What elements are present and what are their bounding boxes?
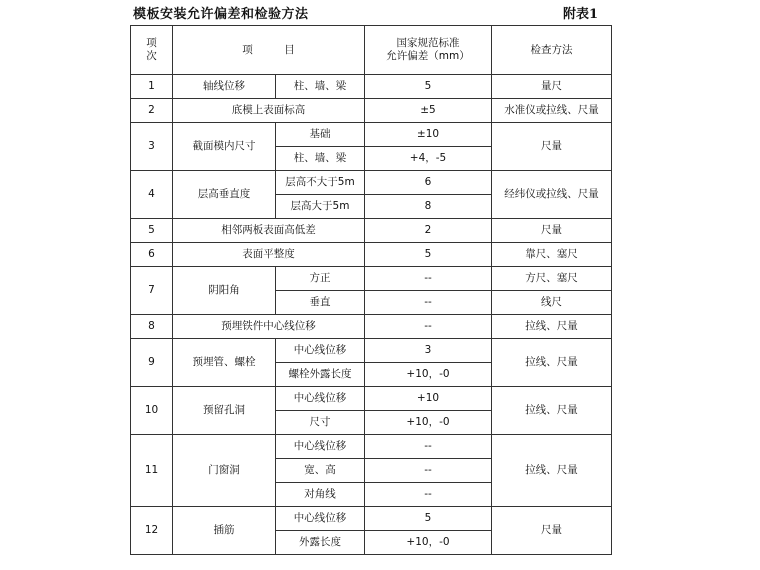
row-subitem: 中心线位移 (276, 339, 365, 363)
row-item: 门窗洞 (173, 435, 276, 507)
row-no: 7 (131, 267, 173, 315)
row-tolerance: +10 (365, 387, 492, 411)
row-subitem: 中心线位移 (276, 435, 365, 459)
row-item: 表面平整度 (173, 243, 365, 267)
header-row (131, 26, 612, 75)
row-subitem: 螺栓外露长度 (276, 363, 365, 387)
table-row (131, 315, 612, 339)
table-row (131, 243, 612, 267)
table-row (131, 123, 612, 147)
row-method: 线尺 (492, 291, 612, 315)
row-method: 拉线、尺量 (492, 435, 612, 507)
row-method: 拉线、尺量 (492, 339, 612, 387)
table-row (131, 387, 612, 411)
header-item: 项 目 (173, 26, 365, 75)
row-subitem: 层高大于5m (276, 195, 365, 219)
row-item: 预埋铁件中心线位移 (173, 315, 365, 339)
row-item: 阴阳角 (173, 267, 276, 315)
row-method: 量尺 (492, 75, 612, 99)
table-row (131, 435, 612, 459)
row-no: 10 (131, 387, 173, 435)
row-tolerance: 8 (365, 195, 492, 219)
appendix-label: 附表1 (563, 7, 599, 22)
row-tolerance: -- (365, 435, 492, 459)
row-method: 拉线、尺量 (492, 387, 612, 435)
row-no: 12 (131, 507, 173, 555)
row-method: 经纬仪或拉线、尺量 (492, 171, 612, 219)
row-item: 截面模内尺寸 (173, 123, 276, 171)
row-tolerance: 5 (365, 507, 492, 531)
row-subitem: 中心线位移 (276, 507, 365, 531)
table-row (131, 171, 612, 195)
row-no: 8 (131, 315, 173, 339)
row-subitem: 方正 (276, 267, 365, 291)
row-tolerance: -- (365, 483, 492, 507)
row-item: 预留孔洞 (173, 387, 276, 435)
document-title: 模板安装允许偏差和检验方法 (133, 7, 309, 22)
row-method: 靠尺、塞尺 (492, 243, 612, 267)
row-tolerance: ±5 (365, 99, 492, 123)
row-tolerance: -- (365, 459, 492, 483)
row-no: 9 (131, 339, 173, 387)
header-tolerance: 国家规范标准 允许偏差（mm） (365, 26, 492, 75)
row-method: 尺量 (492, 507, 612, 555)
header-no: 项 次 (131, 26, 173, 75)
row-no: 2 (131, 99, 173, 123)
row-method: 方尺、塞尺 (492, 267, 612, 291)
tolerance-table (130, 25, 612, 555)
row-tolerance: 5 (365, 243, 492, 267)
row-subitem: 基础 (276, 123, 365, 147)
row-subitem: 柱、墙、梁 (276, 147, 365, 171)
row-subitem: 对角线 (276, 483, 365, 507)
row-item: 轴线位移 (173, 75, 276, 99)
row-subitem: 宽、高 (276, 459, 365, 483)
row-no: 5 (131, 219, 173, 243)
row-tolerance: 6 (365, 171, 492, 195)
row-tolerance: 2 (365, 219, 492, 243)
table-row (131, 267, 612, 291)
row-subitem: 中心线位移 (276, 387, 365, 411)
row-tolerance: ±10 (365, 123, 492, 147)
row-tolerance: 3 (365, 339, 492, 363)
table-row (131, 99, 612, 123)
row-tolerance: +10，-0 (365, 363, 492, 387)
row-no: 4 (131, 171, 173, 219)
row-subitem: 垂直 (276, 291, 365, 315)
row-no: 1 (131, 75, 173, 99)
row-tolerance: +10，-0 (365, 411, 492, 435)
row-method: 拉线、尺量 (492, 315, 612, 339)
table-row (131, 75, 612, 99)
row-item: 相邻两板表面高低差 (173, 219, 365, 243)
row-tolerance: -- (365, 291, 492, 315)
row-no: 3 (131, 123, 173, 171)
row-item: 预埋管、螺栓 (173, 339, 276, 387)
table-row (131, 219, 612, 243)
table-row (131, 339, 612, 363)
row-method: 尺量 (492, 123, 612, 171)
row-tolerance: +10，-0 (365, 531, 492, 555)
row-tolerance: -- (365, 315, 492, 339)
row-tolerance: +4，-5 (365, 147, 492, 171)
row-subitem: 层高不大于5m (276, 171, 365, 195)
row-item: 层高垂直度 (173, 171, 276, 219)
row-method: 尺量 (492, 219, 612, 243)
row-subitem: 尺寸 (276, 411, 365, 435)
row-item: 底模上表面标高 (173, 99, 365, 123)
row-tolerance: -- (365, 267, 492, 291)
row-no: 6 (131, 243, 173, 267)
row-item: 插筋 (173, 507, 276, 555)
table-row (131, 507, 612, 531)
row-method: 水准仪或拉线、尺量 (492, 99, 612, 123)
row-subitem: 外露长度 (276, 531, 365, 555)
header-method: 检查方法 (492, 26, 612, 75)
row-no: 11 (131, 435, 173, 507)
row-subitem: 柱、墙、梁 (276, 75, 365, 99)
row-tolerance: 5 (365, 75, 492, 99)
